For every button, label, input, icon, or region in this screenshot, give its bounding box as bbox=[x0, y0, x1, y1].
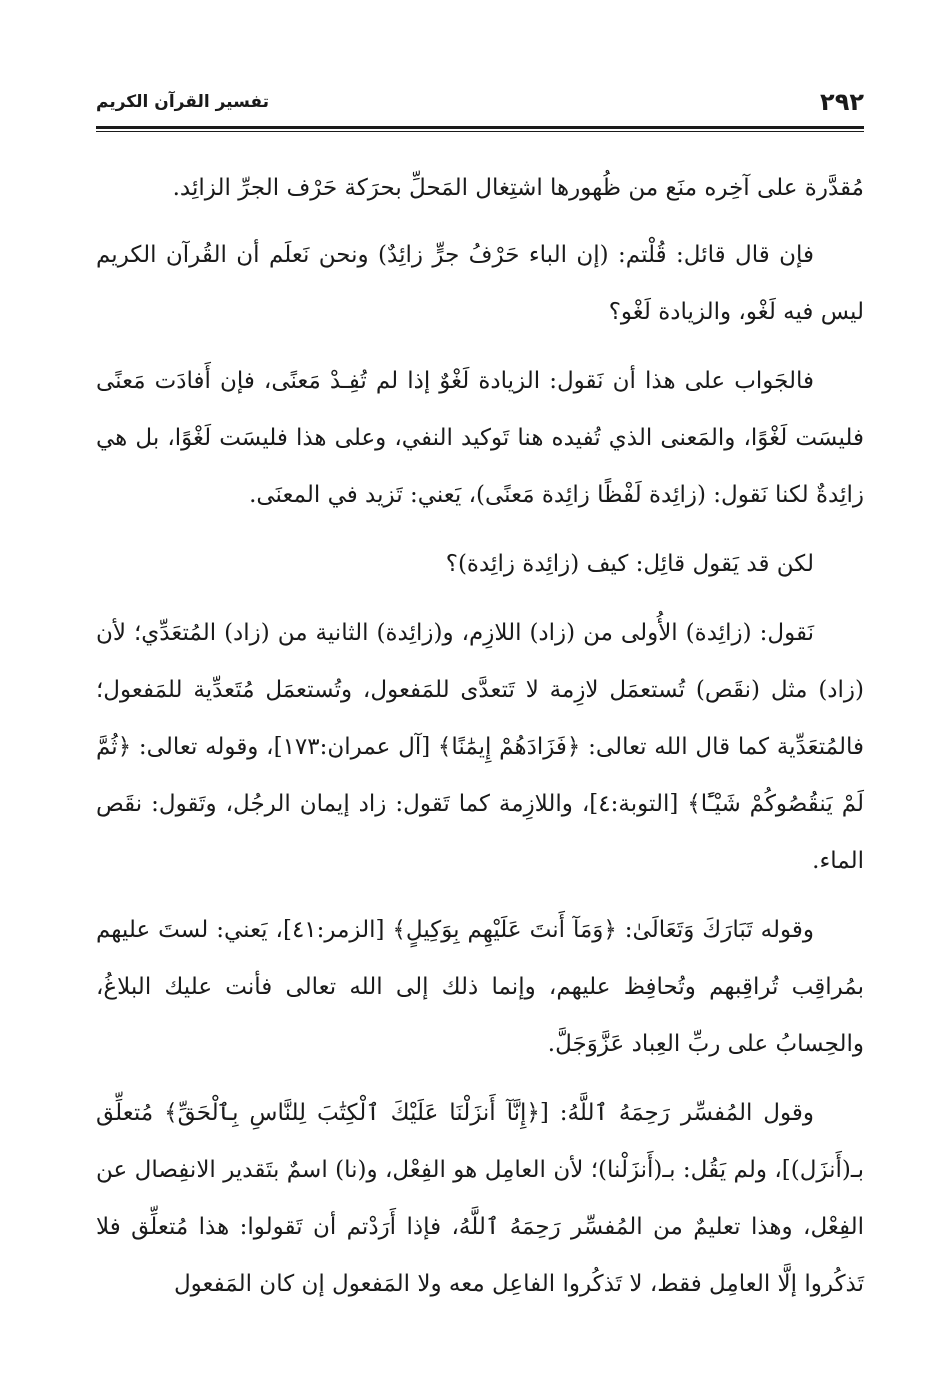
paragraph-7: وقول المُفسِّر رَحِمَهُ ٱللَّهُ: [﴿إِنَّآ أَنزَلْنَا عَلَيْكَ ٱلْكِتَٰبَ لِلنَّاسِ بِٱلْحَقِّ﴾ مُتعلِّق بـ(أَنزَل)]، ولم يَقُل: بـ(أَنزَلْنا)؛ لأن العامِل هو الفِعْل، و(نا) اسمٌ بتَقدير الانفِصال عن الفِعْل، وهذا تعليمٌ من المُفسِّر رَحِمَهُ ٱللَّهُ، فإذا أَرَدْتم أن تَقولوا: هذا مُتعلِّق فلا تَذكُروا إلَّا العامِل فقط، لا تَذكُروا الفاعِل معه ولا المَفعول إن كان المَفعول bbox=[96, 1100, 864, 1297]
book-title: تفسير القرآن الكريم bbox=[96, 92, 270, 112]
paragraph-4: لكن قد يَقول قائِل: كيف (زائِدة زائِدة)؟ bbox=[445, 551, 814, 577]
header-rule bbox=[96, 126, 864, 129]
paragraph-1: مُقدَّرة على آخِره منَع من ظُهورها اشتِغال المَحلِّ بحرَكة حَرْف الجرِّ الزائِد. bbox=[172, 175, 864, 201]
paragraph-2: فإن قال قائل: قُلْتم: (إن الباء حَرْفُ جرٍّ زائِدٌ) ونحن نَعلَم أن القُرآن الكريم ليس فيه لَغْو، والزيادة لَغْو؟ bbox=[96, 242, 864, 325]
header-rule-thin bbox=[96, 131, 864, 132]
paragraph-6: وقوله تَبَارَكَ وَتَعَالَىٰ: ﴿وَمَآ أَنتَ عَلَيْهِم بِوَكِيلٍ﴾ [الزمر:٤١]، يَعني: لستَ عليهم بمُراقِب تُراقِبهم وتُحافِظ عليهم، وإنما ذلك إلى الله تعالى فأنت عليك البلاغُ، والحِسابُ على ربِّ العِباد عَزَّوَجَلَّ. bbox=[96, 917, 864, 1057]
page-body bbox=[96, 160, 864, 1325]
page-number: ٢٩٢ bbox=[820, 88, 864, 116]
page-header bbox=[96, 84, 864, 124]
paragraph-3: فالجَواب على هذا أن نَقول: الزيادة لَغْوٌ إذا لم تُفِـدْ مَعنًى، فإن أَفادَت مَعنًى فليسَت لَغْوًا، والمَعنى الذي تُفيده هنا تَوكيد النفي، وعلى هذا فليسَت لَغْوًا، بل هي زائِدةٌ لكنا نَقول: (زائِدة لَفْظًا زائِدة مَعنًى)، يَعني: تَزيد في المعنَى. bbox=[96, 368, 864, 508]
paragraph-5: نَقول: (زائِدة) الأُولى من (زاد) اللازِم، و(زائِدة) الثانية من (زاد) المُتعَدِّي؛ لأن (زاد) مثل (نقَص) تُستعمَل لازِمة لا تَتعدَّى للمَفعول، وتُستعمَل مُتَعدِّية للمَفعول؛ فالمُتعَدِّية كما قال الله تعالى: ﴿فَزَادَهُمْ إِيمَٰنًا﴾ [آل عمران:١٧٣]، وقوله تعالى: ﴿ثُمَّ لَمْ يَنقُصُوكُمْ شَيْـًٔا﴾ [التوبة:٤]، واللازِمة كما تَقول: زاد إيمان الرجُل، وتَقول: نقَص الماء. bbox=[96, 620, 865, 874]
